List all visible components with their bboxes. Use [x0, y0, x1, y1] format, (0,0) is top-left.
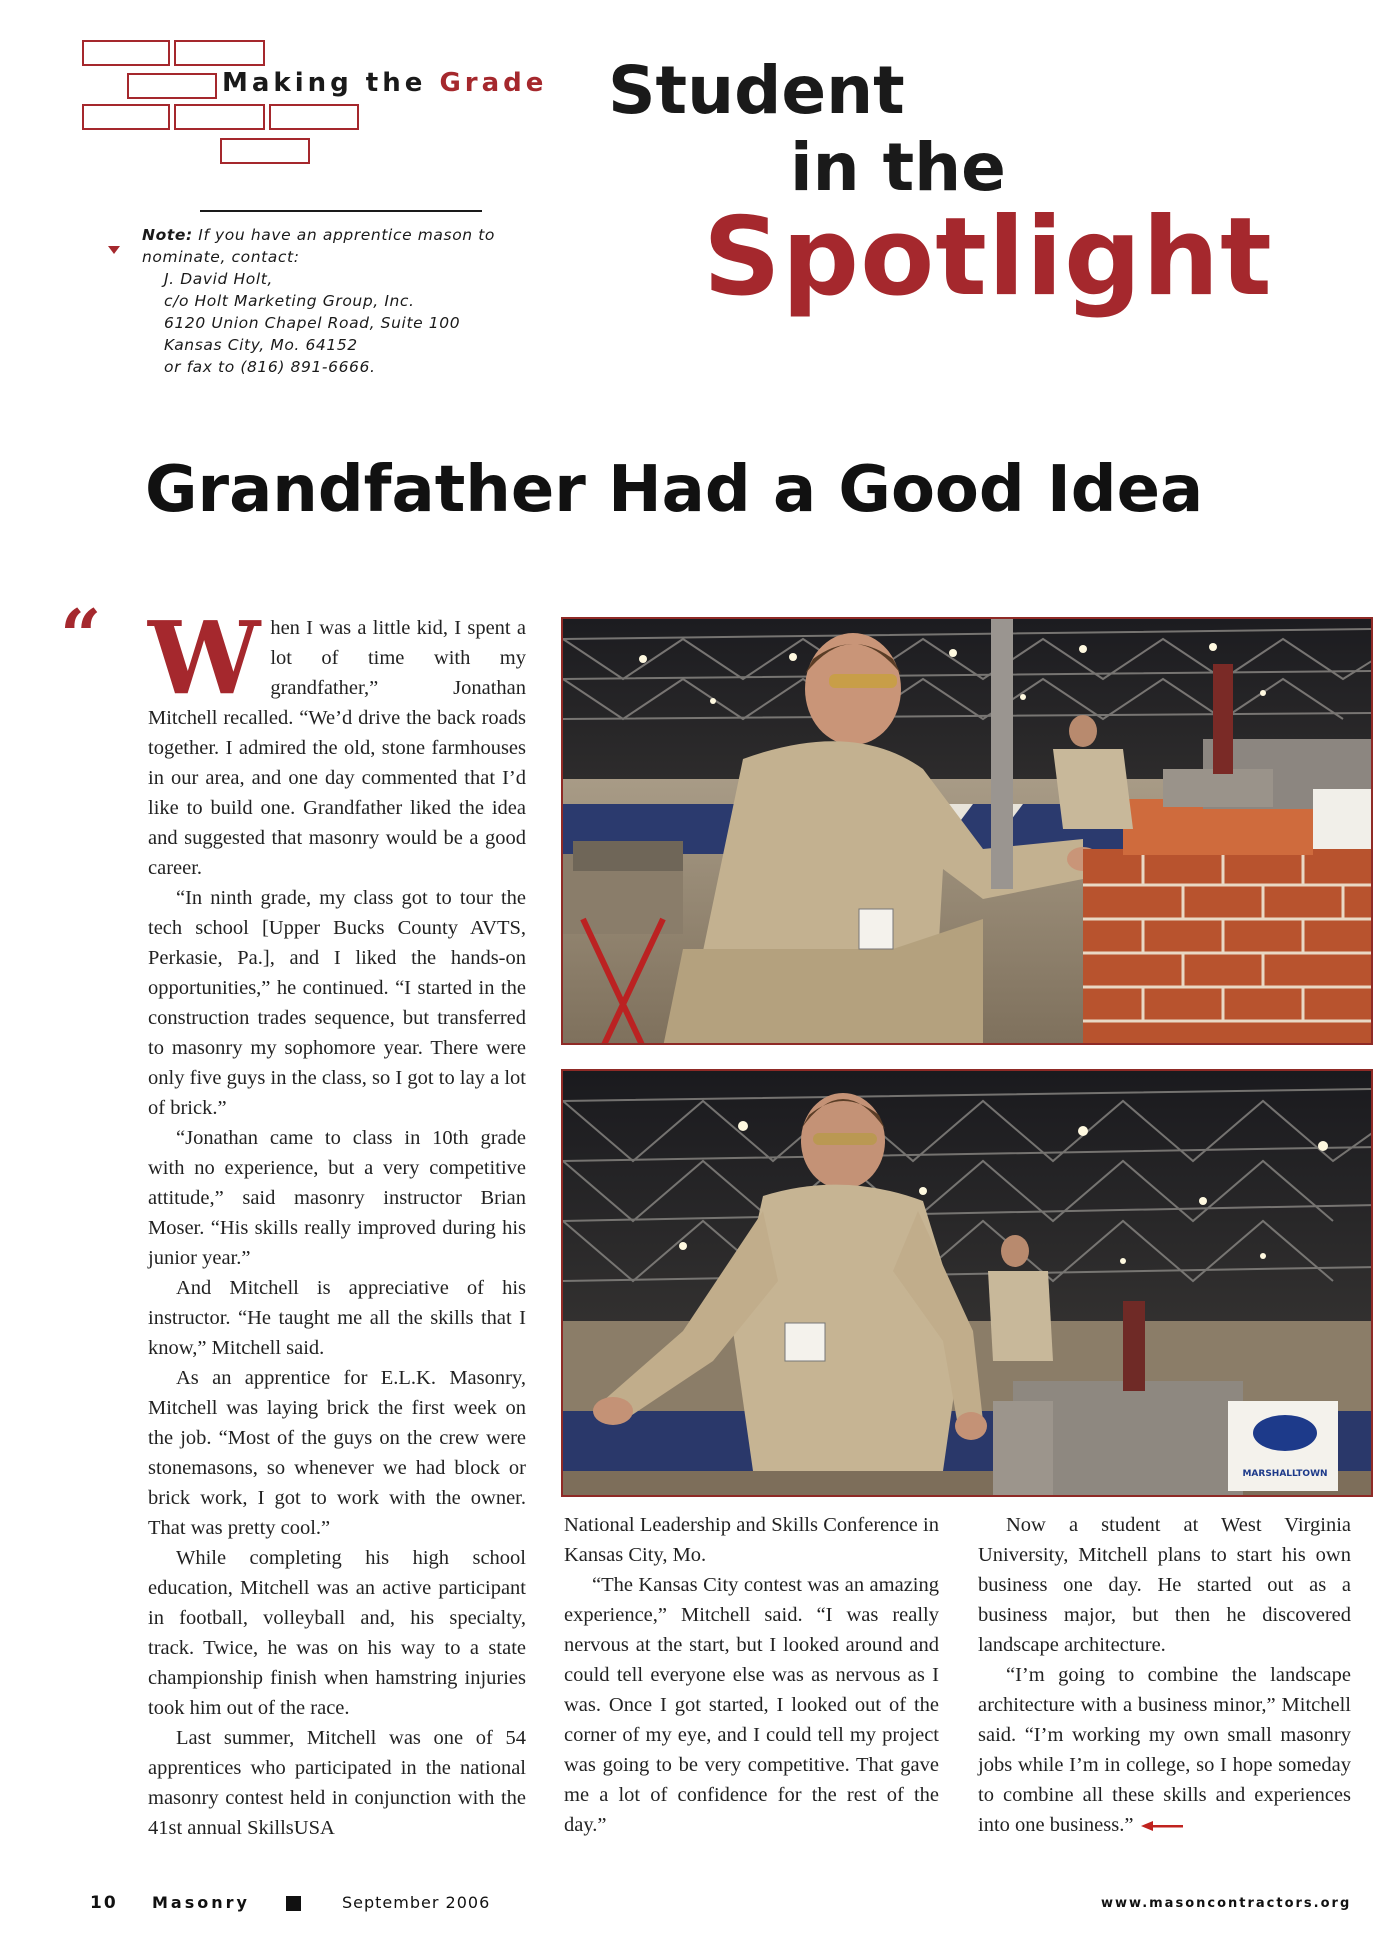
paragraph-text: hen I was a little kid, I spent a lot of time with my grandfather,” Jonathan Mitchell recalled. “We’d drive the back roads together. I admired the old, stone farmhouses in our area, and one day commented that I’d like to build one. Grandfather liked the idea and suggested that masonry would be a good career. [148, 617, 526, 879]
paragraph: Now a student at West Virginia University, Mitchell plans to start his own business one day. He started out as a business major, but then he discovered landscape architecture. [978, 1514, 1351, 1656]
section-kicker [222, 68, 547, 98]
brick [174, 104, 265, 130]
magazine-name: Masonry [152, 1893, 250, 1912]
note-line: or fax to (816) 891-6666. [164, 358, 376, 376]
kicker-text: Making the [222, 68, 427, 98]
article-column-3 [978, 1510, 1351, 1840]
note-line: c/o Holt Marketing Group, Inc. [164, 292, 415, 310]
brick [127, 73, 217, 99]
nomination-note [142, 224, 495, 378]
paragraph [978, 1660, 1351, 1840]
brick [269, 104, 359, 130]
issue-date: September 2006 [342, 1893, 491, 1912]
paragraph: “The Kansas City contest was an amazing experience,” Mitchell said. “I was really nervous at the start, but I looked around and could tell everyone else was as nervous as I was. Once I got started, I looked out of the corner of my eye, and I could tell my project was going to be very competitive. That gave me a lot of confidence for the rest of the day.” [564, 1574, 939, 1836]
page-number: 10 [90, 1893, 118, 1913]
title-line-1: Student [608, 52, 905, 129]
website-link[interactable]: www.masoncontractors.org [1101, 1896, 1352, 1911]
banner-logo-text: MARSHALLTOWN [1242, 1469, 1328, 1479]
divider [200, 210, 482, 212]
brick [174, 40, 265, 66]
title-line-2: in the [790, 129, 1006, 206]
brick [220, 138, 310, 164]
brick [82, 40, 170, 66]
photo-illustration [563, 1071, 1373, 1497]
drop-cap: W [148, 599, 261, 717]
paragraph: “In ninth grade, my class got to tour the tech school [Upper Bucks County AVTS, Perkasie, Pa.], and I liked the hands-on opportunities,” he continued. “I started in the construction trades sequence, but transferred to masonry my sophomore year. There were only five guys in the class, so I got to lay a lot of brick.” [148, 887, 526, 1119]
paragraph: “Jonathan came to class in 10th grade with no experience, but a very competitive attitude,” said masonry instructor Brian Moser. “His skills really improved during his junior year.” [148, 1127, 526, 1269]
open-quote-mark: “ [60, 593, 102, 678]
article-column-1 [148, 599, 526, 1843]
paragraph [148, 599, 526, 883]
photo-mason-at-competition [561, 1069, 1373, 1497]
article-column-2 [564, 1510, 939, 1840]
note-line: Kansas City, Mo. 64152 [164, 336, 358, 354]
note-line: nominate, contact: [142, 248, 300, 266]
paragraph: National Leadership and Skills Conference in Kansas City, Mo. [564, 1514, 939, 1566]
end-mark-icon [1141, 1821, 1183, 1831]
photo-mason-laying-brick [561, 617, 1373, 1045]
article-headline: Grandfather Had a Good Idea [145, 453, 1204, 527]
paragraph-text: “I’m going to combine the landscape architecture with a business minor,” Mitchell said. “I’m working my own small masonry jobs while I’m in college, so I hope someday to combine all these skills and experiences into one business.” [978, 1664, 1351, 1836]
note-line: If you have an apprentice mason to [198, 226, 495, 244]
footer-square-icon [286, 1896, 301, 1911]
photo-illustration [563, 619, 1373, 1045]
triangle-down-icon [108, 246, 120, 254]
kicker-accent: Grade [439, 68, 548, 98]
paragraph: Last summer, Mitchell was one of 54 apprentices who participated in the national masonry contest held in conjunction with the 41st annual SkillsUSA [148, 1727, 526, 1839]
paragraph: While completing his high school education, Mitchell was an active participant in football, volleyball and, his specialty, track. Twice, he was on his way to a state championship finish when hamstring injuries took him out of the race. [148, 1547, 526, 1719]
note-label: Note: [142, 226, 193, 244]
brick [82, 104, 170, 130]
note-line: J. David Holt, [164, 270, 273, 288]
paragraph: As an apprentice for E.L.K. Masonry, Mitchell was laying brick the first week on the job. “Most of the guys on the crew were stonemasons, so whenever we had block or brick work, I got to work with the owner. That was pretty cool.” [148, 1367, 526, 1539]
note-line: 6120 Union Chapel Road, Suite 100 [164, 314, 461, 332]
paragraph: And Mitchell is appreciative of his instructor. “He taught me all the skills that I know,” Mitchell said. [148, 1277, 526, 1359]
title-line-3: Spotlight [703, 195, 1273, 320]
